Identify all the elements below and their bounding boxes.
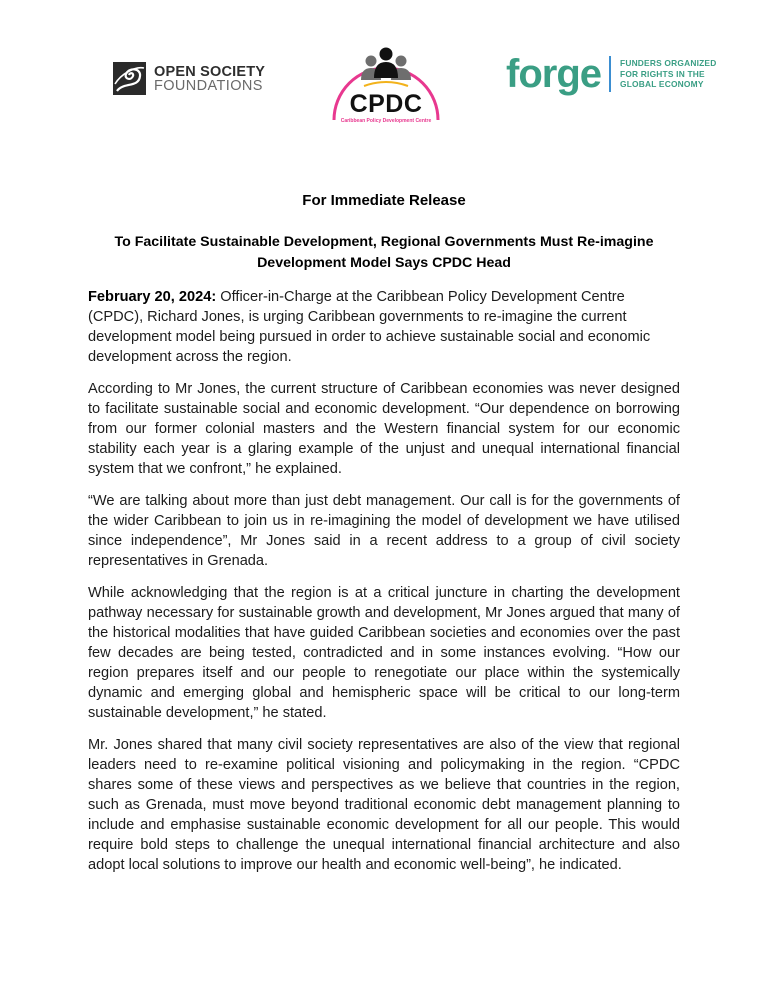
paragraph-1: February 20, 2024: Officer-in-Charge at the Caribbean Policy Development Centre (CPDC), Richard Jones, is urging Caribbean governments to re-imagine the current development model being pursued in order to achieve sustainable social and economic development across the region. xyxy=(88,289,651,365)
open-society-foundations-logo xyxy=(113,62,265,95)
forge-wordmark: forge xyxy=(506,52,601,96)
page-title: To Facilitate Sustainable Development, Regional Governments Must Re-imagine Development Model Says CPDC Head xyxy=(114,234,654,271)
osf-swirl-icon xyxy=(113,62,146,95)
osf-name-line1: OPEN SOCIETY xyxy=(154,63,266,80)
cpdc-logo xyxy=(330,34,442,124)
paragraph-4: While acknowledging that the region is at a critical juncture in charting the development pathway necessary for sustainable growth and development, Mr Jones argued that many of the historical modalities that have guided Caribbean societies and economies over the past few decades are being tested, contradicted and in some instances evolving. “How our region prepares itself and our people to renegotiate our place within the systemically dynamic and emerging global and hemispheric space will be critical to our long-term sustainable development,” he stated. xyxy=(88,585,680,721)
paragraph-5: Mr. Jones shared that many civil society representatives are also of the view that regional leaders need to re-examine political visioning and policymaking in the region. “CPDC shares some of these views and perspectives as we believe that countries in the region, such as Grenada, must move beyond traditional economic debt management planning to include and emphasise sustainable economic development for all our people. This would require bold steps to challenge the unequal international financial architecture and also adopt local solutions to improve our health and economic well-being”, he indicated. xyxy=(88,737,680,873)
paragraph-3: “We are talking about more than just debt management. Our call is for the governments of the wider Caribbean to join us in re-imagining the model of development we have utilised since independence”, Mr Jones said in a recent address to a group of civil society representatives in Grenada. xyxy=(88,493,680,569)
forge-tagline: FUNDERS ORGANIZED FOR RIGHTS IN THE GLOBAL ECONOMY xyxy=(620,58,717,90)
paragraph-2: According to Mr Jones, the current structure of Caribbean economies was never designed to facilitate sustainable social and economic development. “Our dependence on borrowing from our former colonial masters and the Western financial system for our economic stability each year is a glaring example of the unjust and unequal international financial system that we confront,” he explained. xyxy=(88,381,680,477)
release-label: For Immediate Release xyxy=(302,192,466,209)
cpdc-subtitle: Caribbean Policy Development Centre xyxy=(340,118,432,124)
forge-divider xyxy=(609,56,611,92)
cpdc-wordmark: CPDC xyxy=(349,90,423,118)
dateline: February 20, 2024: xyxy=(88,289,217,305)
osf-name-line2: FOUNDATIONS xyxy=(154,77,263,94)
forge-logo xyxy=(506,52,716,96)
header-logos xyxy=(0,0,768,140)
press-release-body xyxy=(88,287,680,887)
